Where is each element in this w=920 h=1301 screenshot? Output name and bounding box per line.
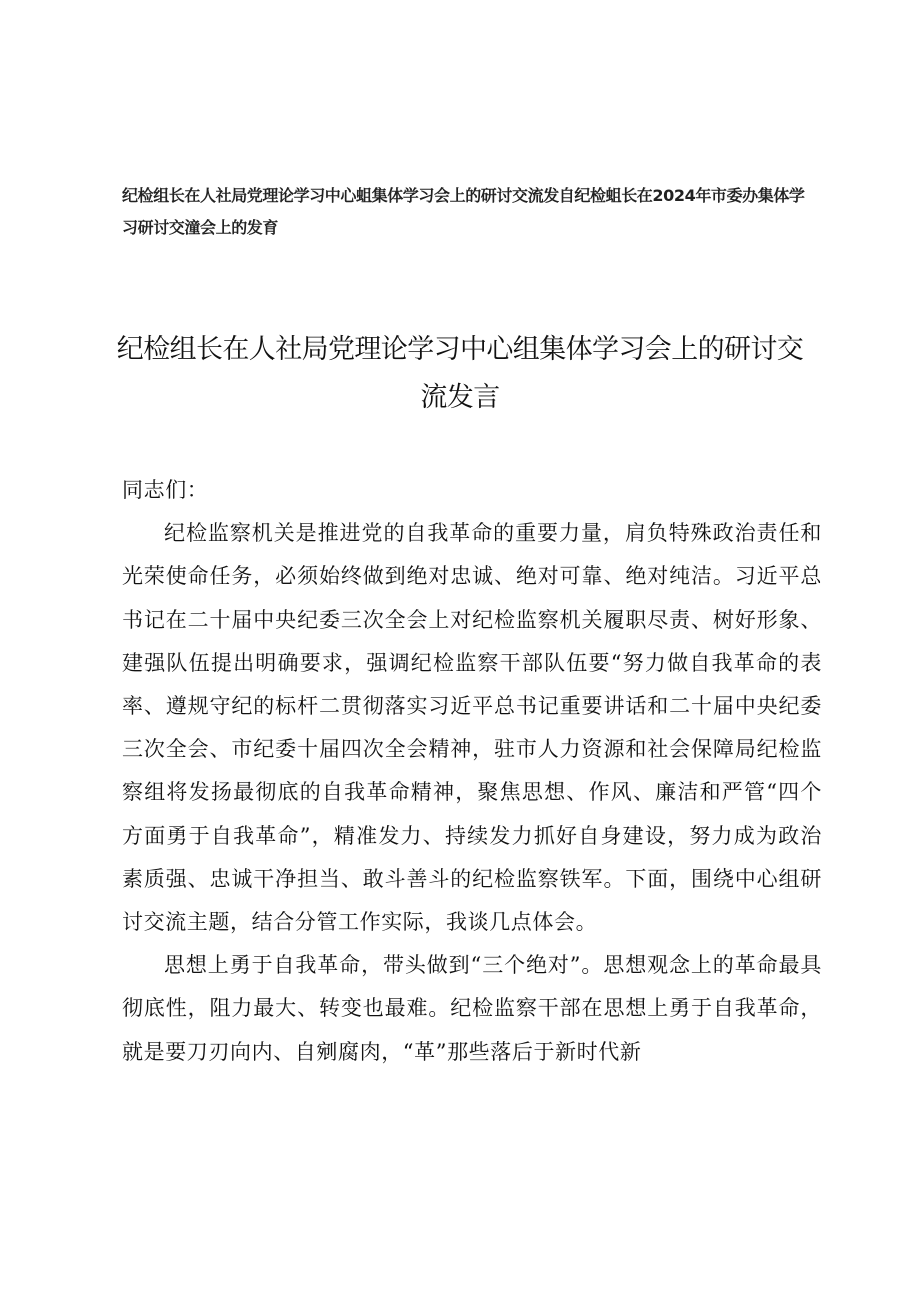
paragraph: 纪检监察机关是推进党的自我革命的重要力量，肩负特殊政治责任和光荣使命任务，必须始终做到绝对忠诚、绝对可靠、绝对纯洁。习近平总书记在二十届中央纪委三次全会上对纪检监察机关履职尽责、树好形象、建强队伍提出明确要求，强调纪检监察干部队伍要“努力做自我革命的表率、遵规守纪的标杆二贯彻落实习近平总书记重要讲话和二十届中央纪委三次全会、市纪委十届四次全会精神，驻市人力资源和社会保障局纪检监察组将发扬最彻底的自我革命精神，聚焦思想、作风、廉洁和严管“四个方面勇于自我革命”，精准发力、持续发力抓好自身建设，努力成为政治素质强、忠诚干净担当、敢斗善斗的纪检监察铁军。下面，围绕中心组研讨交流主题，结合分管工作实际，我谈几点体会。 <box>122 521 822 935</box>
salutation: 同志们： <box>122 478 209 502</box>
paragraph: 思想上勇于自我革命，带头做到“三个绝对”。思想观念上的革命最具彻底性，阻力最大、转变也最难。纪检监察干部在思想上勇于自我革命，就是要刀刃向内、自剜腐肉，“革”那些落后于新时代新 <box>122 953 822 1064</box>
document-body <box>122 469 822 1074</box>
document-header: 纪检组长在人社局党理论学习中心蛆集体学习会上的研讨交流发自纪检蛆长在2024年市委办集体学习研讨交潼会上的发育 <box>122 186 805 237</box>
document-title: 纪检组长在人社局党理论学习中心组集体学习会上的研讨交流发言 <box>116 334 804 413</box>
